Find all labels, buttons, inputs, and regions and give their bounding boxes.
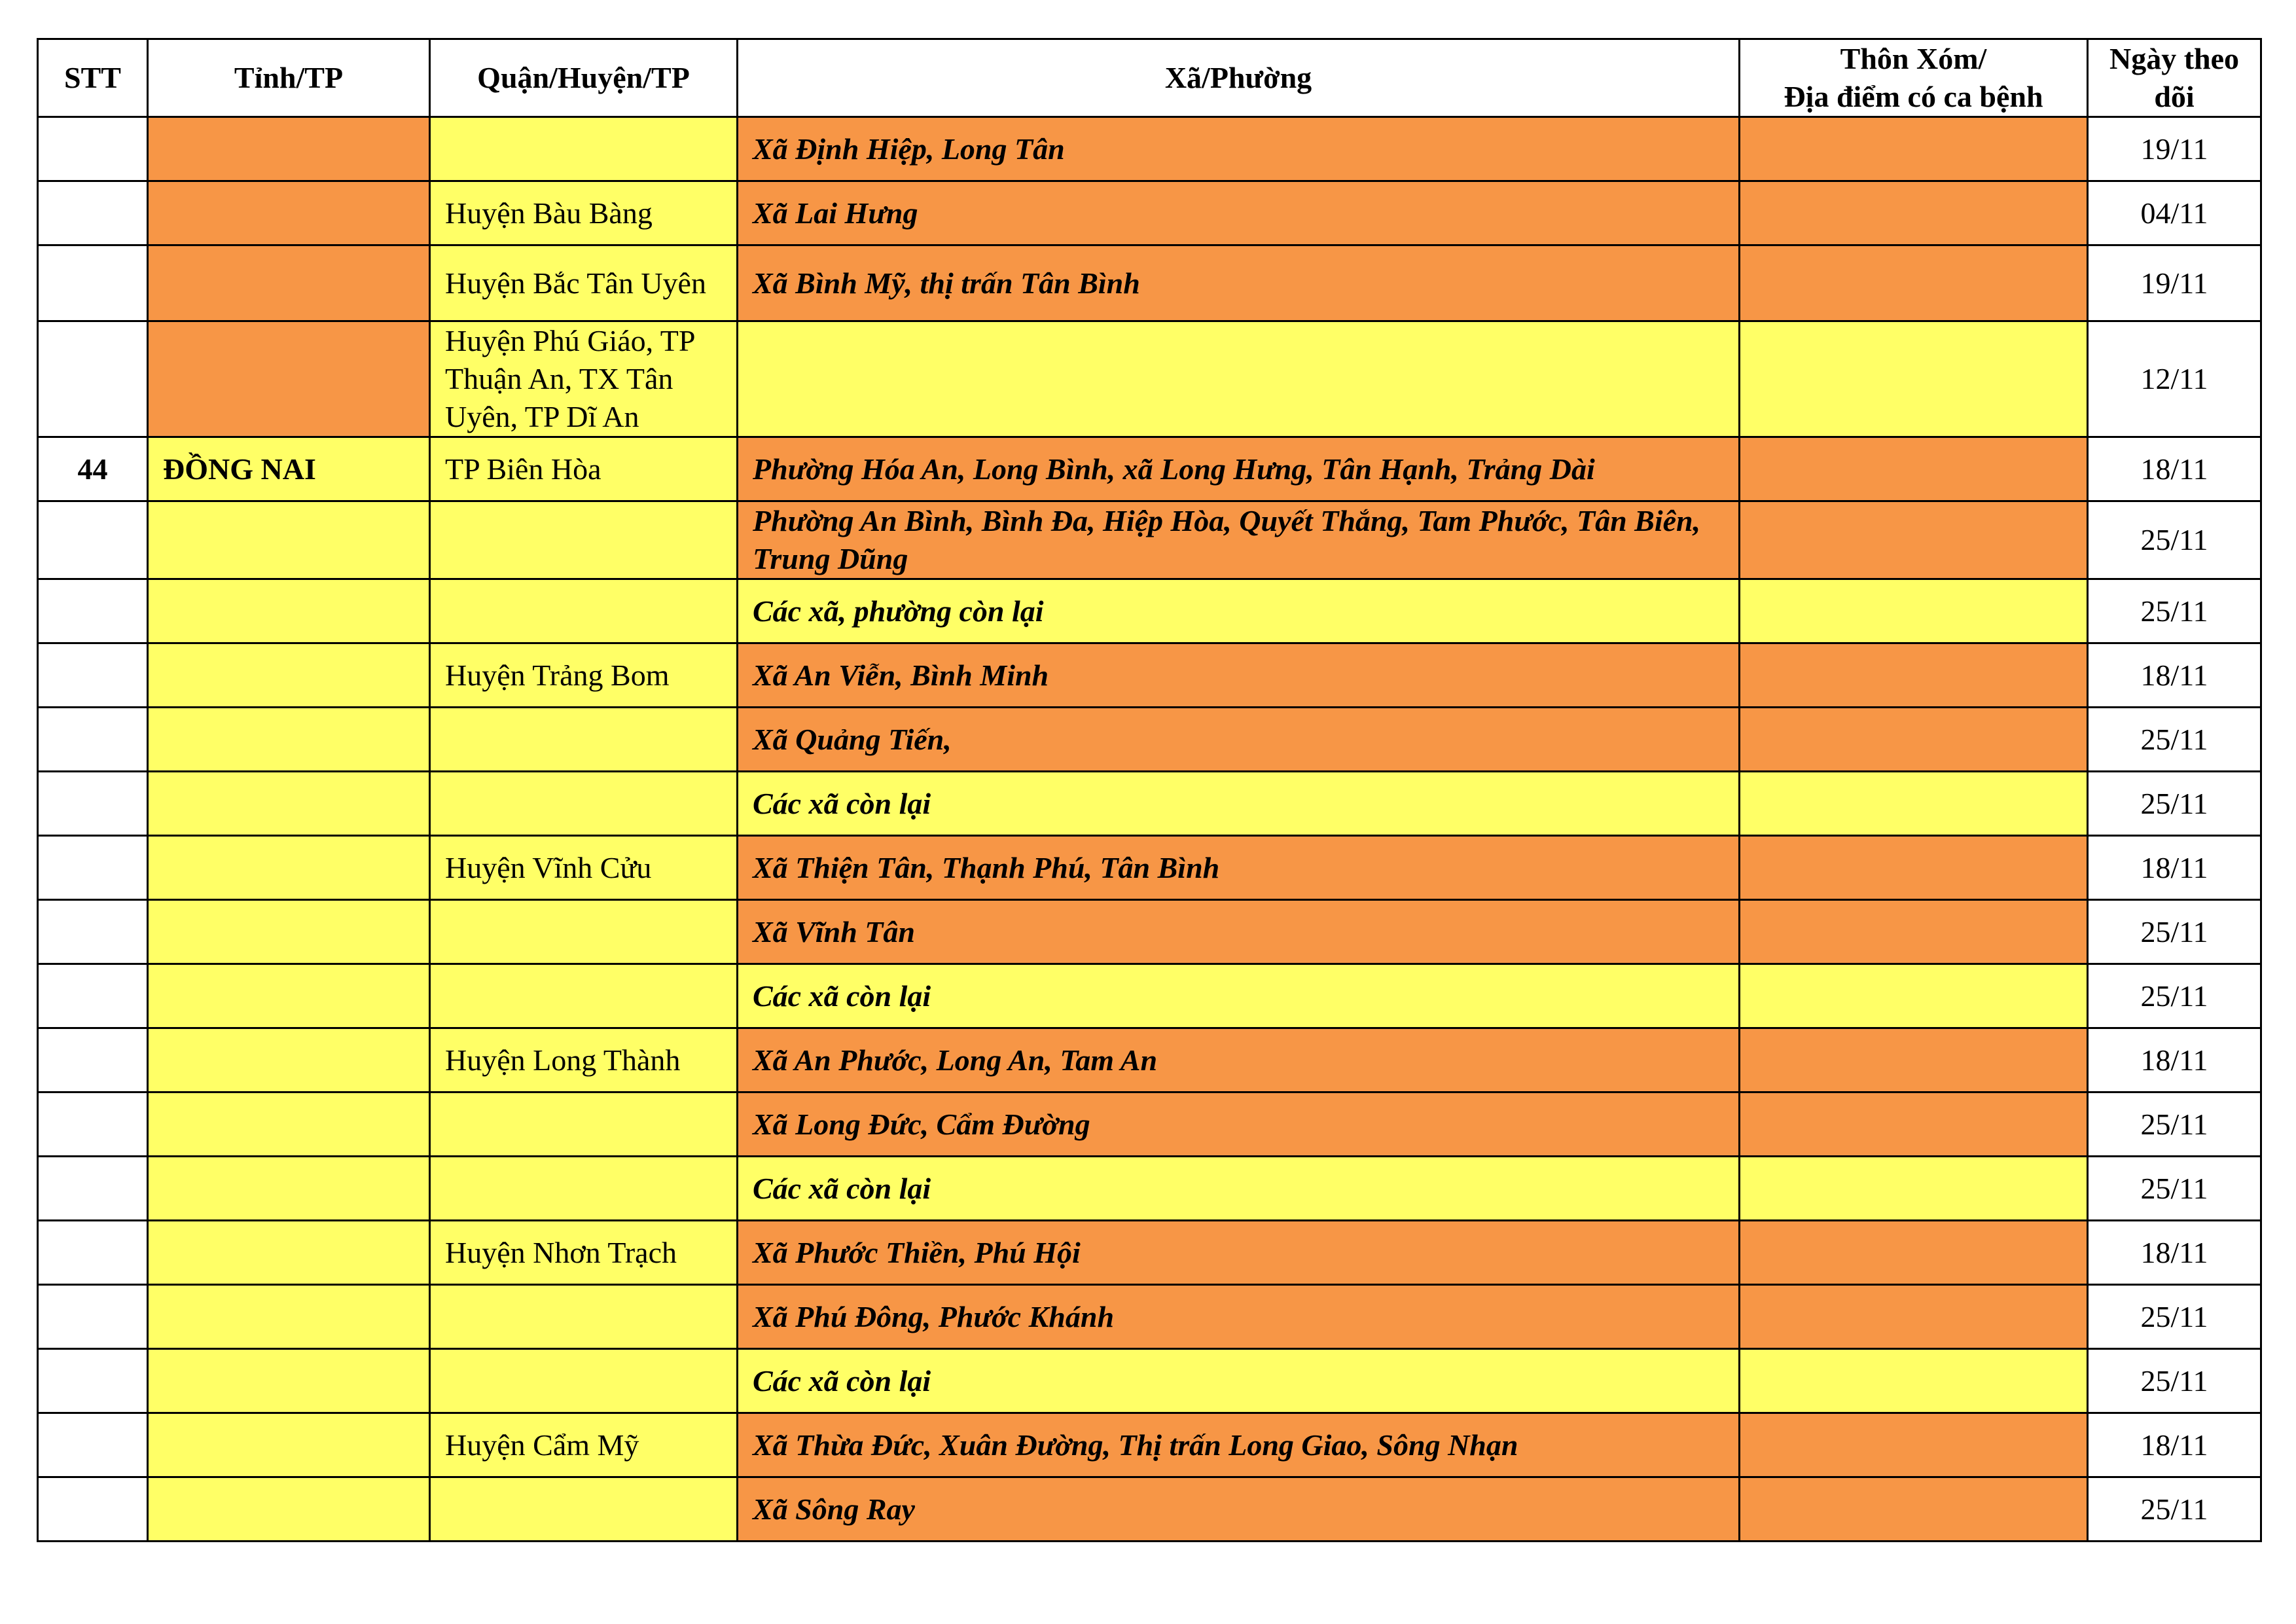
table-row [38, 643, 2261, 708]
cell-date: 25/11 [2088, 501, 2261, 579]
cell-hamlet [1740, 1413, 2088, 1477]
cell-district [430, 1349, 738, 1413]
cell-hamlet [1740, 1221, 2088, 1285]
cell-date: 19/11 [2088, 117, 2261, 181]
cell-province [148, 1477, 430, 1542]
cell-district [430, 117, 738, 181]
cell-ward: Các xã còn lại [738, 1157, 1740, 1221]
cell-ward: Xã Phú Đông, Phước Khánh [738, 1285, 1740, 1349]
cell-stt: 44 [38, 437, 148, 501]
cell-hamlet [1740, 501, 2088, 579]
table-row [38, 117, 2261, 181]
cell-ward: Xã Sông Ray [738, 1477, 1740, 1542]
cell-ward: Phường An Bình, Bình Đa, Hiệp Hòa, Quyết Thắng, Tam Phước, Tân Biên, Trung Dũng [738, 501, 1740, 579]
cell-ward: Xã Thừa Đức, Xuân Đường, Thị trấn Long Giao, Sông Nhạn [738, 1413, 1740, 1477]
cell-stt [38, 900, 148, 964]
header-stt: STT [38, 39, 148, 117]
table-row [38, 1285, 2261, 1349]
cell-district: TP Biên Hòa [430, 437, 738, 501]
cell-district: Huyện Long Thành [430, 1028, 738, 1092]
cell-ward: Các xã còn lại [738, 964, 1740, 1028]
cell-date: 18/11 [2088, 836, 2261, 900]
cell-province [148, 708, 430, 772]
cell-hamlet [1740, 836, 2088, 900]
table-row [38, 1349, 2261, 1413]
cell-date: 25/11 [2088, 1285, 2261, 1349]
cell-stt [38, 836, 148, 900]
cell-hamlet [1740, 772, 2088, 836]
table-row [38, 836, 2261, 900]
cell-hamlet [1740, 1285, 2088, 1349]
header-hamlet [1740, 39, 2088, 117]
header-date [2088, 39, 2261, 117]
header-row [38, 39, 2261, 117]
table-body [38, 117, 2261, 1542]
cell-date: 19/11 [2088, 245, 2261, 321]
header-date-line2: dõi [2154, 80, 2195, 113]
table-row [38, 437, 2261, 501]
cell-stt [38, 181, 148, 245]
cell-province [148, 1028, 430, 1092]
cell-date: 18/11 [2088, 437, 2261, 501]
cell-district [430, 1477, 738, 1542]
cell-ward [738, 321, 1740, 437]
cell-hamlet [1740, 1349, 2088, 1413]
cell-district [430, 1092, 738, 1157]
header-province: Tỉnh/TP [148, 39, 430, 117]
cell-date: 18/11 [2088, 1028, 2261, 1092]
cell-stt [38, 1413, 148, 1477]
table-row [38, 321, 2261, 437]
cell-province [148, 836, 430, 900]
table-row [38, 1092, 2261, 1157]
cell-ward: Xã Long Đức, Cẩm Đường [738, 1092, 1740, 1157]
table-row [38, 181, 2261, 245]
cell-stt [38, 1221, 148, 1285]
cell-province [148, 1157, 430, 1221]
cell-stt [38, 1285, 148, 1349]
cell-stt [38, 321, 148, 437]
cell-hamlet [1740, 1157, 2088, 1221]
cell-hamlet [1740, 579, 2088, 643]
cell-date: 25/11 [2088, 1157, 2261, 1221]
table-row [38, 1157, 2261, 1221]
cell-province [148, 1092, 430, 1157]
cell-district [430, 1157, 738, 1221]
cell-date: 12/11 [2088, 321, 2261, 437]
cell-ward: Xã Phước Thiền, Phú Hội [738, 1221, 1740, 1285]
cell-hamlet [1740, 321, 2088, 437]
cell-date: 25/11 [2088, 964, 2261, 1028]
cell-date: 04/11 [2088, 181, 2261, 245]
cell-hamlet [1740, 117, 2088, 181]
cell-ward: Xã Lai Hưng [738, 181, 1740, 245]
cell-district [430, 900, 738, 964]
cell-hamlet [1740, 708, 2088, 772]
cell-date: 25/11 [2088, 1349, 2261, 1413]
cell-district: Huyện Cẩm Mỹ [430, 1413, 738, 1477]
cell-stt [38, 1092, 148, 1157]
table-row [38, 1477, 2261, 1542]
cell-stt [38, 964, 148, 1028]
cell-stt [38, 1028, 148, 1092]
cell-ward: Các xã còn lại [738, 772, 1740, 836]
header-date-line1: Ngày theo [2109, 42, 2240, 75]
cell-province [148, 579, 430, 643]
cell-ward: Xã Thiện Tân, Thạnh Phú, Tân Bình [738, 836, 1740, 900]
cell-province [148, 643, 430, 708]
header-ward: Xã/Phường [738, 39, 1740, 117]
table-row [38, 501, 2261, 579]
cell-ward: Xã Định Hiệp, Long Tân [738, 117, 1740, 181]
cell-ward: Xã Quảng Tiến, [738, 708, 1740, 772]
cell-stt [38, 708, 148, 772]
cell-district [430, 1285, 738, 1349]
cell-hamlet [1740, 181, 2088, 245]
header-district: Quận/Huyện/TP [430, 39, 738, 117]
cell-stt [38, 772, 148, 836]
cell-hamlet [1740, 245, 2088, 321]
cell-date: 25/11 [2088, 579, 2261, 643]
cell-stt [38, 501, 148, 579]
cell-hamlet [1740, 1028, 2088, 1092]
cell-province [148, 1221, 430, 1285]
cell-stt [38, 1349, 148, 1413]
cell-ward: Xã Vĩnh Tân [738, 900, 1740, 964]
cell-district: Huyện Bàu Bàng [430, 181, 738, 245]
cell-date: 18/11 [2088, 1221, 2261, 1285]
cell-ward: Xã Bình Mỹ, thị trấn Tân Bình [738, 245, 1740, 321]
table-row [38, 708, 2261, 772]
cell-district: Huyện Nhơn Trạch [430, 1221, 738, 1285]
cell-province [148, 117, 430, 181]
cell-hamlet [1740, 1092, 2088, 1157]
cell-stt [38, 1157, 148, 1221]
cell-province [148, 900, 430, 964]
table-row [38, 900, 2261, 964]
table-row [38, 1413, 2261, 1477]
table-row [38, 579, 2261, 643]
cell-date: 25/11 [2088, 772, 2261, 836]
cell-hamlet [1740, 643, 2088, 708]
table-row [38, 1028, 2261, 1092]
cell-hamlet [1740, 964, 2088, 1028]
cell-district [430, 708, 738, 772]
cell-district [430, 501, 738, 579]
cell-ward: Các xã còn lại [738, 1349, 1740, 1413]
cell-district [430, 579, 738, 643]
header-hamlet-line2: Địa điểm có ca bệnh [1784, 80, 2043, 113]
cell-date: 25/11 [2088, 708, 2261, 772]
cell-province: ĐỒNG NAI [148, 437, 430, 501]
cell-ward: Các xã, phường còn lại [738, 579, 1740, 643]
table-row [38, 964, 2261, 1028]
table-row [38, 772, 2261, 836]
cell-province [148, 964, 430, 1028]
cell-district: Huyện Bắc Tân Uyên [430, 245, 738, 321]
cell-hamlet [1740, 900, 2088, 964]
cell-province [148, 245, 430, 321]
cell-district: Huyện Vĩnh Cửu [430, 836, 738, 900]
cell-hamlet [1740, 1477, 2088, 1542]
cell-stt [38, 1477, 148, 1542]
table-row [38, 1221, 2261, 1285]
cell-date: 18/11 [2088, 643, 2261, 708]
table-row [38, 245, 2261, 321]
cell-district [430, 772, 738, 836]
cell-province [148, 181, 430, 245]
cell-district [430, 964, 738, 1028]
cell-province [148, 501, 430, 579]
cell-province [148, 1285, 430, 1349]
cell-date: 25/11 [2088, 1092, 2261, 1157]
cell-date: 18/11 [2088, 1413, 2261, 1477]
cell-district: Huyện Trảng Bom [430, 643, 738, 708]
cell-date: 25/11 [2088, 900, 2261, 964]
cell-province [148, 772, 430, 836]
cell-province [148, 1413, 430, 1477]
cell-stt [38, 245, 148, 321]
cell-ward: Phường Hóa An, Long Bình, xã Long Hưng, Tân Hạnh, Trảng Dài [738, 437, 1740, 501]
cell-hamlet [1740, 437, 2088, 501]
cell-stt [38, 579, 148, 643]
tracking-table [37, 38, 2262, 1542]
cell-date: 25/11 [2088, 1477, 2261, 1542]
cell-stt [38, 643, 148, 708]
cell-district: Huyện Phú Giáo, TP Thuận An, TX Tân Uyên, TP Dĩ An [430, 321, 738, 437]
cell-ward: Xã An Phước, Long An, Tam An [738, 1028, 1740, 1092]
cell-province [148, 321, 430, 437]
cell-province [148, 1349, 430, 1413]
cell-stt [38, 117, 148, 181]
cell-ward: Xã An Viễn, Bình Minh [738, 643, 1740, 708]
header-hamlet-line1: Thôn Xóm/ [1840, 42, 1987, 75]
